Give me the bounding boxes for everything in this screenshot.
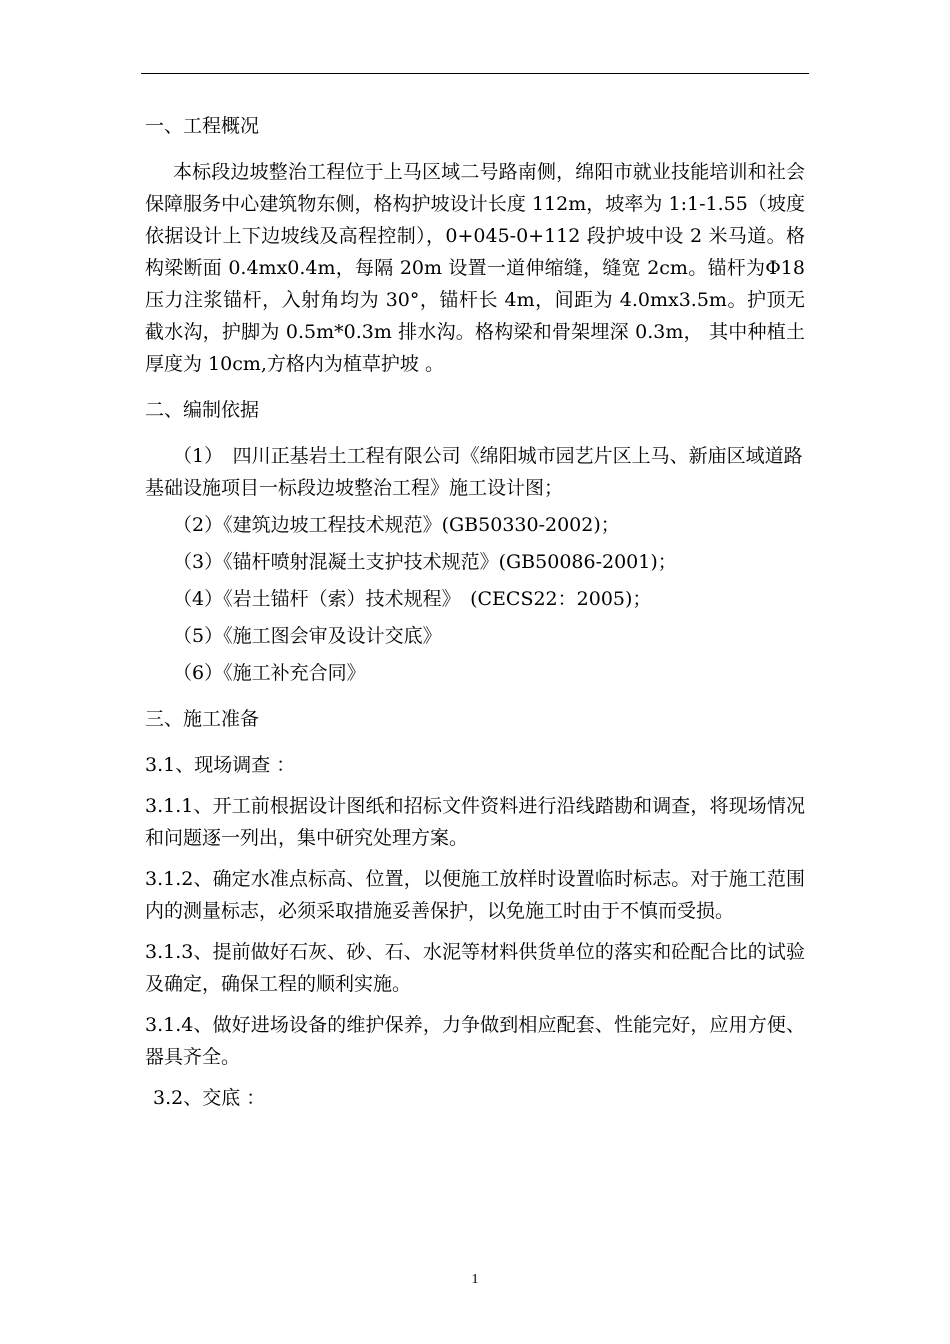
overview-paragraph: 本标段边坡整治工程位于上马区域二号路南侧，绵阳市就业技能培训和社会保障服务中心建筑物东侧，格构护坡设计长度 112m，坡率为 1:1-1.55（坡度依据设计上下边坡线及高程控制），0+045-0+112 段护坡中设 2 米马道。格构梁断面 0.4mx0.4m，每隔 20m 设置一道伸缩缝，缝宽 2cm。锚杆为Φ18 压力注浆锚杆，入射角均为 30°，锚杆长 4m，间距为 4.0mx3.5m。护顶无截水沟，护脚为 0.5m*0.3m 排水沟。格构梁和骨架埋深 0.3m， 其中种植土厚度为 10cm,方格内为植草护坡 。 (145, 161, 805, 375)
preparation-paragraph: 3.1.4、做好进场设备的维护保养，力争做到相应配套、性能完好，应用方便、器具齐全。 (145, 1014, 805, 1068)
document-body (145, 110, 805, 1123)
page-number: 1 (471, 1272, 479, 1287)
section-heading-overview: 一、工程概况 (145, 115, 260, 137)
basis-item: （6）《施工补充合同》 (173, 662, 366, 684)
section-heading-basis: 二、编制依据 (145, 399, 260, 421)
preparation-paragraph: 3.1.3、提前做好石灰、砂、石、水泥等材料供货单位的落实和砼配合比的试验及确定，确保工程的顺利实施。 (145, 941, 805, 995)
preparation-paragraph: 3.1.1、开工前根据设计图纸和招标文件资料进行沿线踏勘和调查，将现场情况和问题逐一列出，集中研究处理方案。 (145, 795, 805, 849)
basis-item: （1） 四川正基岩土工程有限公司《绵阳城市园艺片区上马、新庙区域道路基础设施项目一标段边坡整治工程》施工设计图； (145, 445, 803, 499)
header-rule (141, 73, 809, 74)
basis-item: （5）《施工图会审及设计交底》 (173, 625, 442, 647)
subsection-heading-survey: 3.1、现场调查 ： (145, 754, 296, 776)
subsection-heading-handover: 3.2、交底 ： (153, 1087, 266, 1109)
basis-item: （4）《岩土锚杆（索）技术规程》 (CECS22：2005)； (173, 588, 652, 610)
basis-item: （3）《锚杆喷射混凝土支护技术规范》(GB50086-2001)； (173, 551, 677, 573)
preparation-paragraph: 3.1.2、确定水准点标高、位置，以便施工放样时设置临时标志。对于施工范围内的测量标志，必须采取措施妥善保护，以免施工时由于不慎而受损。 (145, 868, 805, 922)
basis-item: （2）《建筑边坡工程技术规范》(GB50330-2002)； (173, 514, 620, 536)
section-heading-preparation: 三、施工准备 (145, 708, 260, 730)
